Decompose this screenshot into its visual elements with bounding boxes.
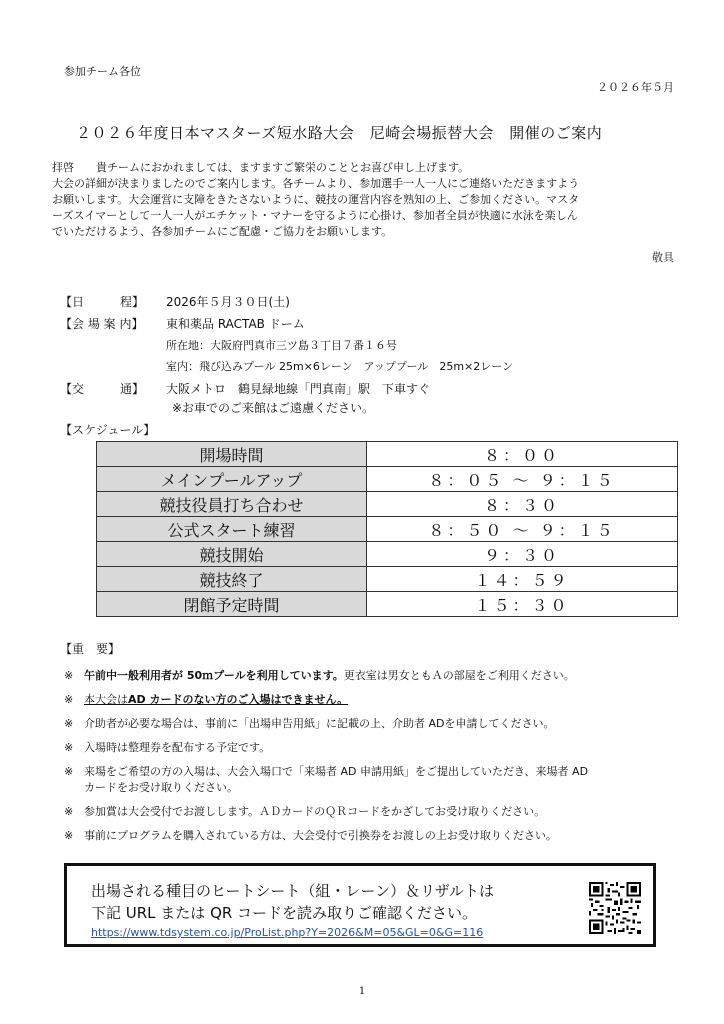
schedule-item: 競技終了 bbox=[97, 567, 367, 592]
note-mark: ※ bbox=[64, 765, 74, 778]
note-text: 本大会は bbox=[84, 693, 128, 706]
venue-label: 【会 場 案 内】 bbox=[60, 317, 144, 331]
page-number: 1 bbox=[358, 986, 366, 997]
note-mark: ※ bbox=[64, 805, 74, 818]
results-info-box bbox=[64, 863, 656, 947]
schedule-time: １５：３０ bbox=[367, 592, 678, 617]
important-heading: 【重 要】 bbox=[60, 642, 121, 656]
page-title: ２０２６年度日本マスターズ短水路大会 尼崎会場振替大会 開催のご案内 bbox=[76, 124, 603, 142]
greeting-line: 拝啓 貴チームにおかれましては、ますますご繁栄のこととお喜び申し上げます。 bbox=[52, 161, 470, 174]
transport-note: ※お車でのご来館はご遠慮ください。 bbox=[172, 401, 375, 415]
venue-name: 東和薬品 RACTAB ドーム bbox=[166, 317, 305, 331]
schedule-item: 競技開始 bbox=[97, 542, 367, 567]
note-text: 事前にプログラムを購入されている方は、大会受付で引換券をお渡しの上お受け取りください。 bbox=[84, 829, 557, 842]
schedule-item: 閉館予定時間 bbox=[97, 592, 367, 617]
table-row bbox=[97, 467, 678, 492]
table-row bbox=[97, 517, 678, 542]
table-row bbox=[97, 592, 678, 617]
schedule-time: １４：５９ bbox=[367, 567, 678, 592]
note-text: 更衣室は男女ともＡの部屋をご利用ください。 bbox=[343, 669, 575, 682]
recipients: 参加チーム各位 bbox=[64, 65, 141, 78]
schedule-item: 公式スタート練習 bbox=[97, 517, 367, 542]
qr-code-icon[interactable] bbox=[589, 882, 641, 934]
greeting-closing: 敬具 bbox=[652, 251, 674, 264]
greeting-line: 大会の詳細が決まりましたのでご案内します。各チームより、参加選手一人一人にご連絡いただきますよう bbox=[52, 177, 580, 190]
note-emphasis: AD カードのない方のご入場はできません。 bbox=[128, 693, 349, 706]
note-text: 介助者が必要な場合は、事前に「出場申告用紙」に記載の上、介助者 ADを申請してください。 bbox=[84, 717, 555, 730]
schedule-time: ８：５０ ～ ９：１５ bbox=[367, 517, 678, 542]
schedule-item: メインプールアップ bbox=[97, 467, 367, 492]
schedule-item: 競技役員打ち合わせ bbox=[97, 492, 367, 517]
note-item bbox=[64, 740, 270, 756]
schedule-table bbox=[96, 441, 678, 617]
schedule-date: 2026年５月３０日(土) bbox=[166, 295, 290, 309]
greeting-paragraph bbox=[52, 160, 579, 240]
venue-pools: 室内：飛び込みプール 25m×6レーン アッププール 25m×2レーン bbox=[166, 360, 514, 373]
table-row bbox=[97, 492, 678, 517]
note-mark: ※ bbox=[64, 669, 74, 682]
timetable-label: 【スケジュール】 bbox=[60, 423, 156, 437]
schedule-time: ８：３０ bbox=[367, 492, 678, 517]
schedule-time: ９：３０ bbox=[367, 542, 678, 567]
note-emphasis: 午前中一般利用者が 50ｍプールを利用しています。 bbox=[84, 669, 344, 682]
schedule-item: 開場時間 bbox=[97, 442, 367, 467]
note-text-continued: カードをお受け取りください。 bbox=[84, 781, 238, 794]
note-mark: ※ bbox=[64, 693, 74, 706]
schedule-label: 【日 程】 bbox=[60, 295, 145, 309]
note-item bbox=[64, 716, 555, 732]
transport-value: 大阪メトロ 鶴見緑地線「門真南」駅 下車すぐ bbox=[166, 382, 431, 396]
results-link[interactable]: https://www.tdsystem.co.jp/ProList.php?Y=2026&M=05&GL=0&G=116 bbox=[91, 926, 484, 939]
note-item bbox=[64, 764, 588, 780]
box-line-1: 出場される種目のヒートシート（組・レーン）＆リザルトは bbox=[91, 882, 495, 900]
box-line-2: 下記 URL または QR コードを読み取りご確認ください。 bbox=[91, 904, 478, 922]
schedule-time: ８：０５ ～ ９：１５ bbox=[367, 467, 678, 492]
note-mark: ※ bbox=[64, 829, 74, 842]
note-text: 来場をご希望の方の入場は、大会入場口で「来場者 AD 申請用紙」をご提出していただき、来場者 AD bbox=[84, 765, 589, 778]
transport-label: 【交 通】 bbox=[60, 382, 145, 396]
note-text: 入場時は整理券を配布する予定です。 bbox=[84, 741, 271, 754]
note-item bbox=[64, 828, 557, 844]
greeting-line: ーズスイマーとして一人一人がエチケット・マナーを守るように心掛け、参加者全員が快適に水泳を楽しん bbox=[52, 209, 578, 222]
note-item bbox=[64, 804, 545, 820]
issue-date: ２０２６年５月 bbox=[597, 81, 674, 94]
greeting-line: お願いします。大会運営に支障をきたさないように、競技の運営内容を熟知の上、ご参加ください。マスタ bbox=[52, 193, 580, 206]
greeting-line: でいただけるよう、各参加チームにご配慮・ご協力をお願いします。 bbox=[52, 225, 393, 238]
table-row bbox=[97, 567, 678, 592]
note-item bbox=[64, 692, 348, 708]
note-item bbox=[64, 668, 575, 684]
note-text: 参加賞は大会受付でお渡しします。ＡＤカードのＱＲコードをかざしてお受け取りください。 bbox=[84, 805, 546, 818]
note-mark: ※ bbox=[64, 741, 74, 754]
venue-address: 所在地：大阪府門真市三ツ島３丁目７番１６号 bbox=[166, 339, 397, 352]
schedule-time: ８：００ bbox=[367, 442, 678, 467]
table-row bbox=[97, 442, 678, 467]
note-mark: ※ bbox=[64, 717, 74, 730]
table-row bbox=[97, 542, 678, 567]
